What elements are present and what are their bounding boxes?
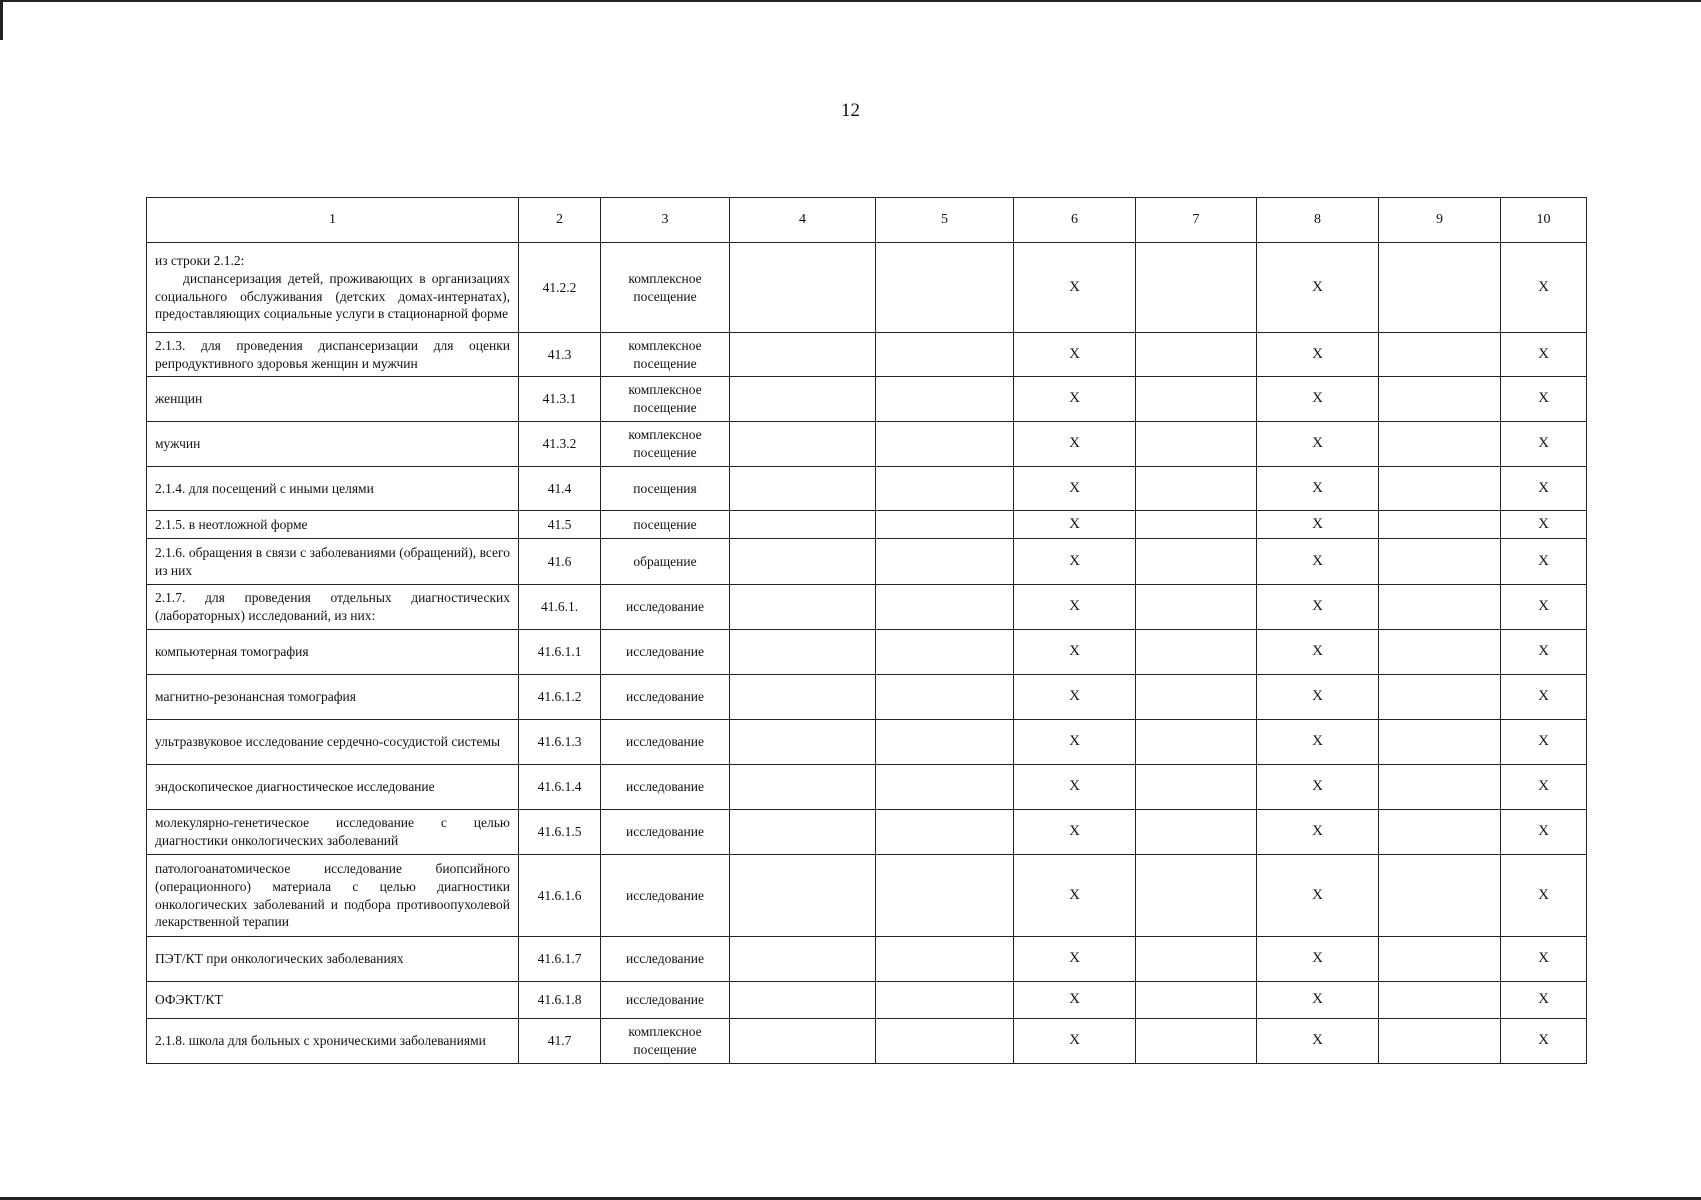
row-name: молекулярно-генетическое исследование с целью диагностики онкологических заболеваний [147, 810, 519, 855]
row-cell-4 [730, 539, 876, 585]
col-header: 8 [1257, 198, 1379, 243]
table-row [147, 585, 1587, 630]
row-code: 41.5 [519, 511, 601, 539]
col-header: 2 [519, 198, 601, 243]
row-cell-10: X [1501, 765, 1587, 810]
col-header: 7 [1136, 198, 1257, 243]
table-row [147, 982, 1587, 1019]
row-cell-4 [730, 765, 876, 810]
row-cell-4 [730, 630, 876, 675]
row-cell-9 [1379, 937, 1501, 982]
row-cell-6: X [1014, 333, 1136, 377]
row-cell-7 [1136, 1019, 1257, 1064]
row-cell-10: X [1501, 630, 1587, 675]
row-cell-6: X [1014, 765, 1136, 810]
row-name-prefix: из строки 2.1.2: [155, 253, 245, 269]
row-cell-7 [1136, 810, 1257, 855]
col-header: 1 [147, 198, 519, 243]
row-cell-8: X [1257, 333, 1379, 377]
col-header: 4 [730, 198, 876, 243]
row-cell-10: X [1501, 1019, 1587, 1064]
row-cell-6: X [1014, 810, 1136, 855]
row-cell-8: X [1257, 1019, 1379, 1064]
row-cell-10: X [1501, 377, 1587, 422]
row-cell-9 [1379, 539, 1501, 585]
row-cell-7 [1136, 675, 1257, 720]
row-cell-10: X [1501, 585, 1587, 630]
row-cell-4 [730, 982, 876, 1019]
row-cell-4 [730, 511, 876, 539]
row-cell-9 [1379, 511, 1501, 539]
table-row [147, 720, 1587, 765]
col-header: 10 [1501, 198, 1587, 243]
row-cell-9 [1379, 810, 1501, 855]
row-name: 2.1.6. обращения в связи с заболеваниями (обращений), всего из них [147, 539, 519, 585]
row-code: 41.6.1.1 [519, 630, 601, 675]
row-cell-10: X [1501, 243, 1587, 333]
row-cell-5 [876, 243, 1014, 333]
row-cell-6: X [1014, 422, 1136, 467]
row-unit: исследование [601, 855, 730, 937]
table-row [147, 377, 1587, 422]
row-name: ультразвуковое исследование сердечно-сосудистой системы [147, 720, 519, 765]
row-name: мужчин [147, 422, 519, 467]
row-code: 41.6.1.8 [519, 982, 601, 1019]
row-cell-6: X [1014, 467, 1136, 511]
row-cell-10: X [1501, 539, 1587, 585]
row-cell-8: X [1257, 765, 1379, 810]
table-row [147, 810, 1587, 855]
table-row [147, 765, 1587, 810]
row-cell-8: X [1257, 511, 1379, 539]
row-name: магнитно-резонансная томография [147, 675, 519, 720]
row-cell-5 [876, 377, 1014, 422]
row-unit: комплексное посещение [601, 1019, 730, 1064]
row-unit: исследование [601, 810, 730, 855]
row-cell-4 [730, 377, 876, 422]
row-code: 41.6.1.2 [519, 675, 601, 720]
table-row [147, 333, 1587, 377]
row-cell-9 [1379, 765, 1501, 810]
row-cell-7 [1136, 765, 1257, 810]
table-row [147, 539, 1587, 585]
row-cell-7 [1136, 377, 1257, 422]
row-name: женщин [147, 377, 519, 422]
row-cell-8: X [1257, 855, 1379, 937]
row-name: ОФЭКТ/КТ [147, 982, 519, 1019]
row-cell-8: X [1257, 467, 1379, 511]
row-cell-10: X [1501, 333, 1587, 377]
table-row [147, 467, 1587, 511]
row-unit: посещения [601, 467, 730, 511]
row-cell-6: X [1014, 855, 1136, 937]
scan-border-left [0, 0, 3, 40]
row-cell-9 [1379, 422, 1501, 467]
row-cell-5 [876, 539, 1014, 585]
row-cell-8: X [1257, 422, 1379, 467]
row-code: 41.3.1 [519, 377, 601, 422]
row-cell-7 [1136, 630, 1257, 675]
row-cell-10: X [1501, 937, 1587, 982]
row-cell-9 [1379, 630, 1501, 675]
row-cell-5 [876, 675, 1014, 720]
row-code: 41.6.1.5 [519, 810, 601, 855]
row-cell-7 [1136, 243, 1257, 333]
row-cell-8: X [1257, 539, 1379, 585]
row-unit: исследование [601, 982, 730, 1019]
row-cell-5 [876, 1019, 1014, 1064]
table-row [147, 511, 1587, 539]
row-cell-10: X [1501, 982, 1587, 1019]
row-cell-7 [1136, 422, 1257, 467]
row-cell-9 [1379, 243, 1501, 333]
row-cell-8: X [1257, 243, 1379, 333]
row-cell-6: X [1014, 982, 1136, 1019]
row-cell-10: X [1501, 675, 1587, 720]
row-cell-4 [730, 937, 876, 982]
row-cell-9 [1379, 982, 1501, 1019]
row-cell-6: X [1014, 720, 1136, 765]
row-cell-10: X [1501, 422, 1587, 467]
row-cell-9 [1379, 855, 1501, 937]
row-unit: комплексное посещение [601, 243, 730, 333]
table-row [147, 243, 1587, 333]
row-name: ПЭТ/КТ при онкологических заболеваниях [147, 937, 519, 982]
row-cell-9 [1379, 585, 1501, 630]
row-name-cell [147, 243, 519, 333]
row-unit: исследование [601, 630, 730, 675]
row-cell-5 [876, 855, 1014, 937]
row-cell-4 [730, 467, 876, 511]
row-name: компьютерная томография [147, 630, 519, 675]
row-name: эндоскопическое диагностическое исследование [147, 765, 519, 810]
row-cell-4 [730, 333, 876, 377]
row-code: 41.2.2 [519, 243, 601, 333]
row-cell-8: X [1257, 810, 1379, 855]
col-header: 3 [601, 198, 730, 243]
row-cell-10: X [1501, 810, 1587, 855]
row-cell-7 [1136, 720, 1257, 765]
row-cell-9 [1379, 377, 1501, 422]
row-cell-8: X [1257, 377, 1379, 422]
table-row [147, 675, 1587, 720]
row-cell-4 [730, 675, 876, 720]
row-name: 2.1.4. для посещений с иными целями [147, 467, 519, 511]
row-cell-6: X [1014, 675, 1136, 720]
row-cell-8: X [1257, 585, 1379, 630]
row-cell-4 [730, 855, 876, 937]
row-cell-4 [730, 243, 876, 333]
row-code: 41.6.1. [519, 585, 601, 630]
row-cell-9 [1379, 1019, 1501, 1064]
row-name: 2.1.8. школа для больных с хроническими заболеваниями [147, 1019, 519, 1064]
row-cell-5 [876, 585, 1014, 630]
row-cell-4 [730, 422, 876, 467]
row-cell-5 [876, 765, 1014, 810]
row-code: 41.6.1.7 [519, 937, 601, 982]
row-cell-5 [876, 511, 1014, 539]
row-cell-7 [1136, 982, 1257, 1019]
row-cell-7 [1136, 467, 1257, 511]
table-row [147, 937, 1587, 982]
row-cell-6: X [1014, 937, 1136, 982]
row-unit: исследование [601, 765, 730, 810]
row-cell-10: X [1501, 720, 1587, 765]
row-cell-10: X [1501, 511, 1587, 539]
row-cell-8: X [1257, 982, 1379, 1019]
row-cell-5 [876, 982, 1014, 1019]
row-cell-6: X [1014, 243, 1136, 333]
header-row [147, 198, 1587, 243]
row-cell-9 [1379, 675, 1501, 720]
row-name: 2.1.3. для проведения диспансеризации для оценки репродуктивного здоровья женщин и мужчин [147, 333, 519, 377]
row-code: 41.6 [519, 539, 601, 585]
row-cell-9 [1379, 720, 1501, 765]
row-unit: посещение [601, 511, 730, 539]
row-cell-6: X [1014, 377, 1136, 422]
row-unit: обращение [601, 539, 730, 585]
row-cell-4 [730, 720, 876, 765]
row-cell-4 [730, 1019, 876, 1064]
table-row [147, 422, 1587, 467]
scan-border-top [0, 0, 1701, 2]
row-name: 2.1.5. в неотложной форме [147, 511, 519, 539]
row-cell-9 [1379, 333, 1501, 377]
row-cell-7 [1136, 511, 1257, 539]
row-code: 41.6.1.3 [519, 720, 601, 765]
row-unit: исследование [601, 585, 730, 630]
row-cell-10: X [1501, 467, 1587, 511]
row-code: 41.3 [519, 333, 601, 377]
col-header: 5 [876, 198, 1014, 243]
row-code: 41.4 [519, 467, 601, 511]
row-code: 41.3.2 [519, 422, 601, 467]
table-row [147, 855, 1587, 937]
row-unit: комплексное посещение [601, 333, 730, 377]
row-cell-5 [876, 333, 1014, 377]
row-cell-5 [876, 422, 1014, 467]
row-cell-7 [1136, 585, 1257, 630]
col-header: 6 [1014, 198, 1136, 243]
row-cell-5 [876, 467, 1014, 511]
row-code: 41.6.1.4 [519, 765, 601, 810]
row-name: диспансеризация детей, проживающих в организациях социального обслуживания (детских домах-интернатах), предоставляющих социальные услуги в стационарной форме [155, 270, 510, 322]
row-unit: комплексное посещение [601, 422, 730, 467]
row-cell-8: X [1257, 720, 1379, 765]
row-cell-8: X [1257, 630, 1379, 675]
row-cell-5 [876, 937, 1014, 982]
page-number: 12 [841, 100, 860, 121]
row-cell-7 [1136, 333, 1257, 377]
table-row [147, 1019, 1587, 1064]
row-cell-8: X [1257, 675, 1379, 720]
col-header: 9 [1379, 198, 1501, 243]
row-cell-5 [876, 810, 1014, 855]
row-cell-5 [876, 630, 1014, 675]
row-unit: исследование [601, 937, 730, 982]
row-cell-7 [1136, 855, 1257, 937]
row-unit: комплексное посещение [601, 377, 730, 422]
row-name: патологоанатомическое исследование биопсийного (операционного) материала с целью диагностики онкологических заболеваний и подбора противоопухолевой лекарственной терапии [147, 855, 519, 937]
row-cell-7 [1136, 539, 1257, 585]
row-cell-4 [730, 810, 876, 855]
row-name: 2.1.7. для проведения отдельных диагностических (лабораторных) исследований, из них: [147, 585, 519, 630]
row-code: 41.7 [519, 1019, 601, 1064]
row-cell-8: X [1257, 937, 1379, 982]
row-cell-7 [1136, 937, 1257, 982]
row-cell-6: X [1014, 1019, 1136, 1064]
row-cell-6: X [1014, 630, 1136, 675]
row-cell-5 [876, 720, 1014, 765]
table-row [147, 630, 1587, 675]
row-cell-6: X [1014, 511, 1136, 539]
row-cell-6: X [1014, 539, 1136, 585]
row-cell-6: X [1014, 585, 1136, 630]
row-cell-9 [1379, 467, 1501, 511]
row-unit: исследование [601, 675, 730, 720]
row-cell-4 [730, 585, 876, 630]
data-table [146, 197, 1587, 1064]
row-unit: исследование [601, 720, 730, 765]
row-code: 41.6.1.6 [519, 855, 601, 937]
row-cell-10: X [1501, 855, 1587, 937]
